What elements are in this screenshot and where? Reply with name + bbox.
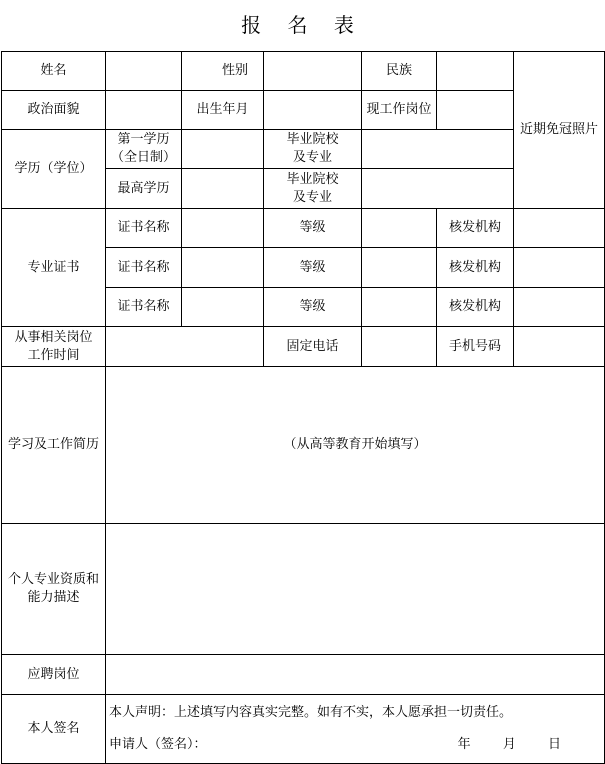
first-degree-line2: （全日制） — [110, 150, 176, 165]
cert-level-label: 等级 — [264, 209, 362, 248]
school-major-line1: 毕业院校 — [286, 132, 339, 147]
name-label: 姓名 — [2, 52, 106, 91]
cert-level-field[interactable] — [362, 288, 437, 327]
first-degree-field[interactable] — [182, 130, 264, 169]
table-row — [2, 52, 605, 91]
ability-label — [2, 524, 106, 655]
table-row — [2, 327, 605, 367]
fixed-phone-label: 固定电话 — [264, 327, 362, 367]
cert-issuer-label: 核发机构 — [437, 248, 514, 288]
gender-field[interactable] — [264, 52, 362, 91]
resume-label: 学习及工作简历 — [2, 367, 106, 524]
table-row — [2, 655, 605, 695]
education-label: 学历（学位） — [2, 130, 106, 209]
cert-name-label: 证书名称 — [106, 288, 182, 327]
resume-field[interactable] — [106, 367, 605, 524]
first-degree-line1: 第一学历 — [117, 132, 170, 147]
highest-degree-label: 最高学历 — [106, 169, 182, 209]
table-row — [2, 367, 605, 524]
fixed-phone-field[interactable] — [362, 327, 437, 367]
registration-form-table — [1, 51, 605, 764]
cert-issuer-field[interactable] — [514, 248, 605, 288]
cert-issuer-label: 核发机构 — [437, 288, 514, 327]
cert-name-field[interactable] — [182, 288, 264, 327]
school-major-line2: 及专业 — [292, 189, 332, 205]
cert-level-label: 等级 — [264, 248, 362, 288]
table-row — [2, 209, 605, 248]
related-years-line2: 工作时间 — [27, 347, 80, 363]
highest-degree-field[interactable] — [182, 169, 264, 209]
school-major-field-2[interactable] — [362, 169, 514, 209]
cert-issuer-label: 核发机构 — [437, 209, 514, 248]
school-major-line1: 毕业院校 — [286, 171, 339, 187]
ability-line2: 能力描述 — [27, 590, 80, 605]
school-major-line2: 及专业 — [292, 150, 332, 165]
current-job-label: 现工作岗位 — [362, 91, 437, 130]
school-major-label-1 — [264, 130, 362, 169]
school-major-label-2 — [264, 169, 362, 209]
ability-line1: 个人专业资质和 — [7, 572, 99, 587]
ability-field[interactable] — [106, 524, 605, 655]
political-status-label: 政治面貌 — [2, 91, 106, 130]
cert-label: 专业证书 — [2, 209, 106, 327]
month-label: 月 — [502, 737, 516, 752]
photo-label: 近期免冠照片 — [519, 122, 598, 137]
gender-label: 性别 — [182, 52, 264, 91]
table-row — [2, 524, 605, 655]
cert-issuer-field[interactable] — [514, 288, 605, 327]
day-label: 日 — [547, 737, 561, 752]
ethnicity-field[interactable] — [437, 52, 514, 91]
apply-post-field[interactable] — [106, 655, 605, 695]
mobile-field[interactable] — [514, 327, 605, 367]
cert-issuer-field[interactable] — [514, 209, 605, 248]
year-label: 年 — [457, 737, 471, 752]
applicant-label: 申请人（签名）： — [109, 737, 207, 752]
apply-post-label: 应聘岗位 — [2, 655, 106, 695]
political-status-field[interactable] — [106, 91, 182, 130]
cert-name-label: 证书名称 — [106, 248, 182, 288]
cert-level-label: 等级 — [264, 288, 362, 327]
birth-date-field[interactable] — [264, 91, 362, 130]
related-years-line1: 从事相关岗位 — [14, 329, 93, 345]
table-row — [2, 695, 605, 764]
date-fields — [430, 736, 561, 754]
cert-level-field[interactable] — [362, 209, 437, 248]
signature-label: 本人签名 — [2, 695, 106, 764]
birth-date-label: 出生年月 — [182, 91, 264, 130]
cert-name-field[interactable] — [182, 248, 264, 288]
school-major-field-1[interactable] — [362, 130, 514, 169]
form-title: 报 名 表 — [241, 13, 364, 37]
mobile-label: 手机号码 — [437, 327, 514, 367]
related-years-field[interactable] — [106, 327, 264, 367]
photo-box[interactable] — [514, 52, 605, 209]
declaration-text: 本人声明：上述填写内容真实完整。如有不实，本人愿承担一切责任。 — [109, 705, 513, 720]
cert-name-field[interactable] — [182, 209, 264, 248]
ethnicity-label: 民族 — [362, 52, 437, 91]
name-field[interactable] — [106, 52, 182, 91]
cert-name-label: 证书名称 — [106, 209, 182, 248]
sign-line — [109, 736, 601, 754]
cert-level-field[interactable] — [362, 248, 437, 288]
resume-hint: （从高等教育开始填写） — [283, 437, 427, 452]
current-job-field[interactable] — [437, 91, 514, 130]
signature-field[interactable] — [106, 695, 605, 764]
first-degree-label — [106, 130, 182, 169]
related-years-label — [2, 327, 106, 367]
